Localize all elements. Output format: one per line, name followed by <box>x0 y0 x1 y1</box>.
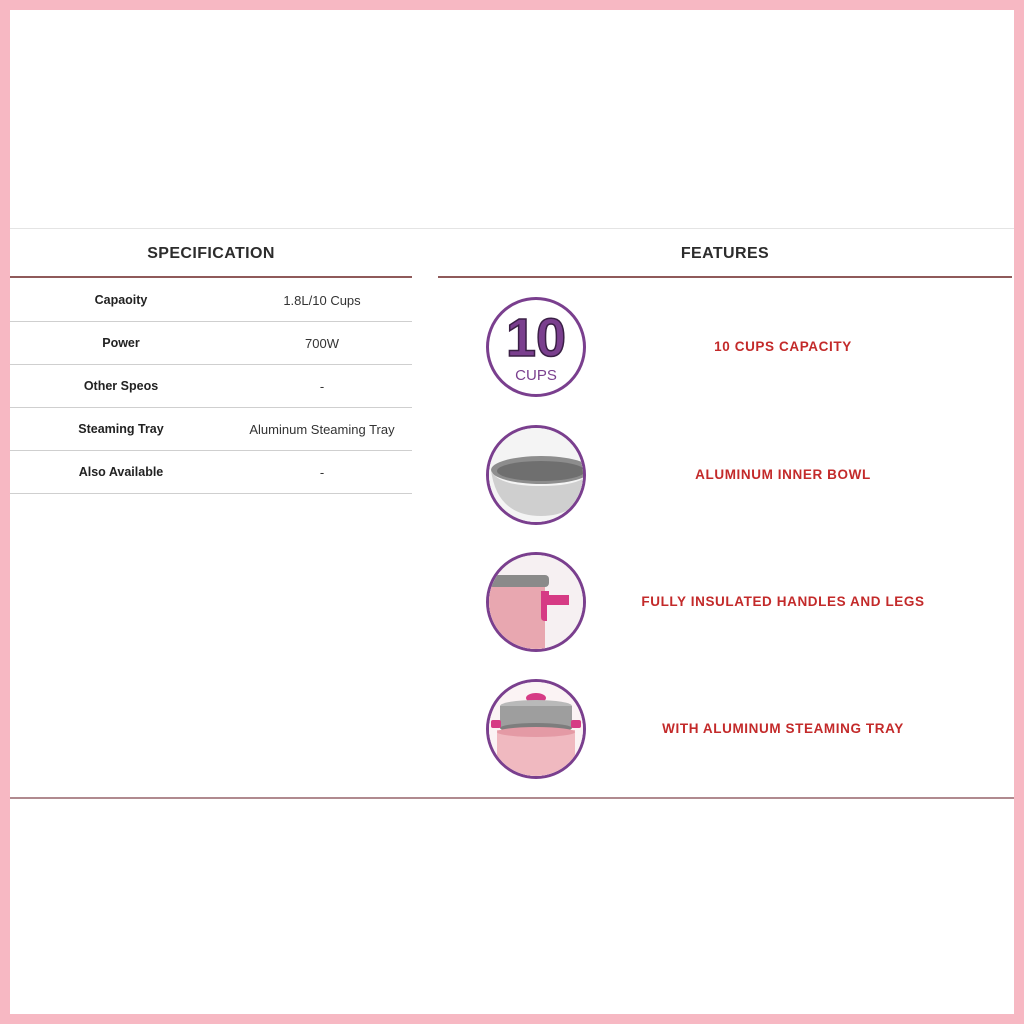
spec-value: 700W <box>305 335 339 351</box>
specification-divider <box>10 276 412 278</box>
spec-label: Power <box>102 336 140 350</box>
specification-heading: SPECIFICATION <box>147 245 275 262</box>
feature-item-inner-bowl <box>486 425 1016 533</box>
ten-cups-icon <box>486 297 586 397</box>
spec-label: Steaming Tray <box>78 422 164 436</box>
spec-label: Other Speos <box>83 379 159 393</box>
features-heading: FEATURES <box>680 245 770 262</box>
spec-features-panel <box>10 228 1014 799</box>
spec-row-other-specs <box>10 365 412 408</box>
spec-label: Capaoity <box>94 293 148 307</box>
spec-value: - <box>319 464 325 480</box>
feature-text: WITH ALUMINUM STEAMING TRAY <box>662 721 904 736</box>
spec-row-capacity <box>10 279 412 322</box>
feature-text: ALUMINUM INNER BOWL <box>695 467 871 482</box>
feature-item-steaming-tray <box>486 679 1016 787</box>
badge-unit: CUPS <box>515 367 557 384</box>
inner-bowl-icon <box>486 425 586 525</box>
specification-table <box>10 279 412 494</box>
features-divider <box>438 276 1012 278</box>
handle-icon <box>486 552 586 652</box>
spec-value: 1.8L/10 Cups <box>283 292 361 308</box>
spec-value: - <box>319 378 325 394</box>
feature-item-capacity <box>486 297 1016 405</box>
spec-row-power <box>10 322 412 365</box>
spec-value: Aluminum Steaming Tray <box>249 421 395 437</box>
spec-label: Also Available <box>78 465 164 479</box>
badge-number: 10 <box>505 308 567 368</box>
spec-row-also-available <box>10 451 412 494</box>
feature-item-handles <box>486 552 1016 660</box>
page-frame <box>10 10 1014 1014</box>
feature-text: FULLY INSULATED HANDLES AND LEGS <box>641 594 925 609</box>
steaming-tray-icon <box>486 679 586 779</box>
feature-text: 10 CUPS CAPACITY <box>714 339 852 354</box>
spec-row-steaming-tray <box>10 408 412 451</box>
